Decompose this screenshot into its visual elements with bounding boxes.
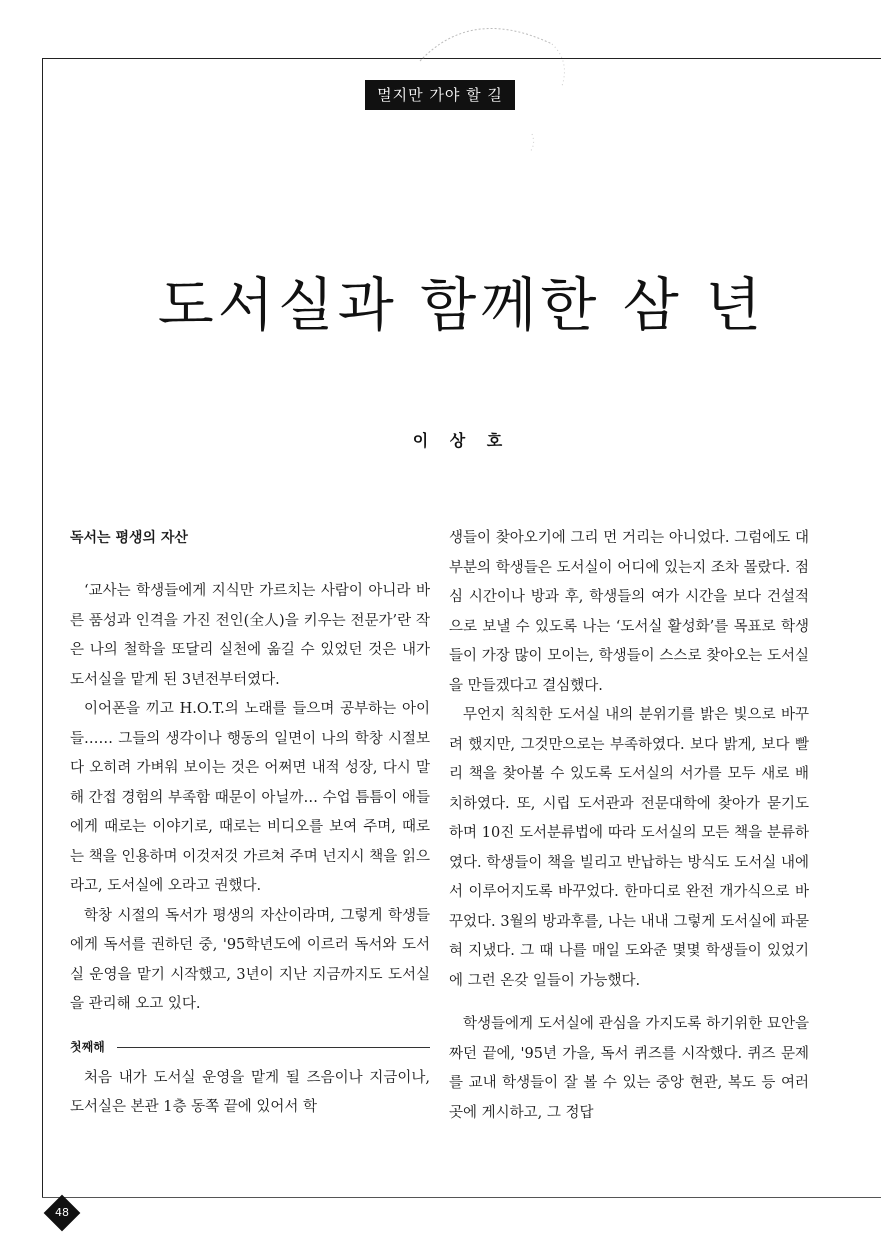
subheading: 첫째해 xyxy=(70,1039,105,1054)
body-paragraph: 학창 시절의 독서가 평생의 자산이라며, 그렇게 학생들에게 독서를 권하던 중, '95학년도에 이르러 독서와 도서실 운영을 맡기 시작했고, 3년이 지난 지금까지도 도서실을 관리해 오고 있다. xyxy=(70,907,430,1012)
section-heading: 독서는 평생의 자산 xyxy=(70,530,188,546)
body-paragraph: 이어폰을 끼고 H.O.T.의 노래를 들으며 공부하는 아이들…… 그들의 생각이나 행동의 일면이 나의 학창 시절보다 오히려 가벼워 보이는 것은 어쩌면 내적 성장, 다시 말해 간접 경험의 부족함 때문이 아닐까… 수업 틈틈이 애들에게 때로는 이야기로, 때로는 비디오를 보여 주며, 때로는 책을 인용하며 이것저것 가르쳐 주며 넌지시 책을 읽으라고, 도서실에 오라고 권했다. xyxy=(70,701,430,894)
subheading-rule xyxy=(117,1047,430,1048)
body-paragraph: ‘교사는 학생들에게 지식만 가르치는 사람이 아니라 바른 품성과 인격을 가진 전인(全人)을 키우는 전문가’란 작은 나의 철학을 또달리 실천에 옮길 수 있었던 것은 내가 도서실을 맡게 된 3년전부터였다. xyxy=(70,583,430,688)
page-number: 48 xyxy=(55,1206,69,1219)
page-frame-bottom-rule xyxy=(42,1197,881,1198)
section-label: 멀지만 가야 할 길 xyxy=(365,80,515,110)
body-paragraph: 무언지 칙칙한 도서실 내의 분위기를 밝은 빛으로 바꾸려 했지만, 그것만으로는 부족하였다. 보다 밝게, 보다 빨리 책을 찾아볼 수 있도록 도서실의 서가를 모두 새로 배치하였다. 또, 시립 도서관과 전문대학에 찾아가 묻기도 하며 10진 도서분류법에 따라 도서실의 모든 책을 분류하였다. 학생들이 책을 빌리고 반납하는 방식도 도서실 내에서 이루어지도록 바꾸었다. 한마디로 완전 개가식으로 바꾸었다. 3월의 방과후를, 나는 내내 그렇게 도서실에 파묻혀 지냈다. 그 때 나를 매일 도와준 몇몇 학생들이 있었기에 그런 온갖 일들이 가능했다. xyxy=(449,707,809,989)
right-column xyxy=(449,524,809,1128)
article-title: 도서실과 함께한 삼 년 xyxy=(157,271,766,339)
author-name: 이 상 호 xyxy=(412,431,511,450)
body-paragraph: 생들이 찾아오기에 그리 먼 거리는 아니었다. 그럼에도 대부분의 학생들은 도서실이 어디에 있는지 조차 몰랐다. 점심 시간이나 방과 후, 학생들의 여가 시간을 보다 건설적으로 보낼 수 있도록 나는 ‘도서실 활성화’를 목표로 학생들이 가장 많이 모이는, 학생들이 스스로 찾아오는 도서실을 만들겠다고 결심했다. xyxy=(449,530,809,694)
left-column xyxy=(70,524,430,1123)
page-frame-left-rule xyxy=(42,58,43,1198)
body-paragraph: 학생들에게 도서실에 관심을 가지도록 하기위한 묘안을 짜던 끝에, '95년 가을, 독서 퀴즈를 시작했다. 퀴즈 문제를 교내 학생들이 잘 볼 수 있는 중앙 현관, 복도 등 여러 곳에 게시하고, 그 정답 xyxy=(449,1016,809,1121)
subheading-row xyxy=(70,1034,430,1062)
body-paragraph: 처음 내가 도서실 운영을 맡게 될 즈음이나 지금이나, 도서실은 본관 1층 동쪽 끝에 있어서 학 xyxy=(70,1069,430,1115)
